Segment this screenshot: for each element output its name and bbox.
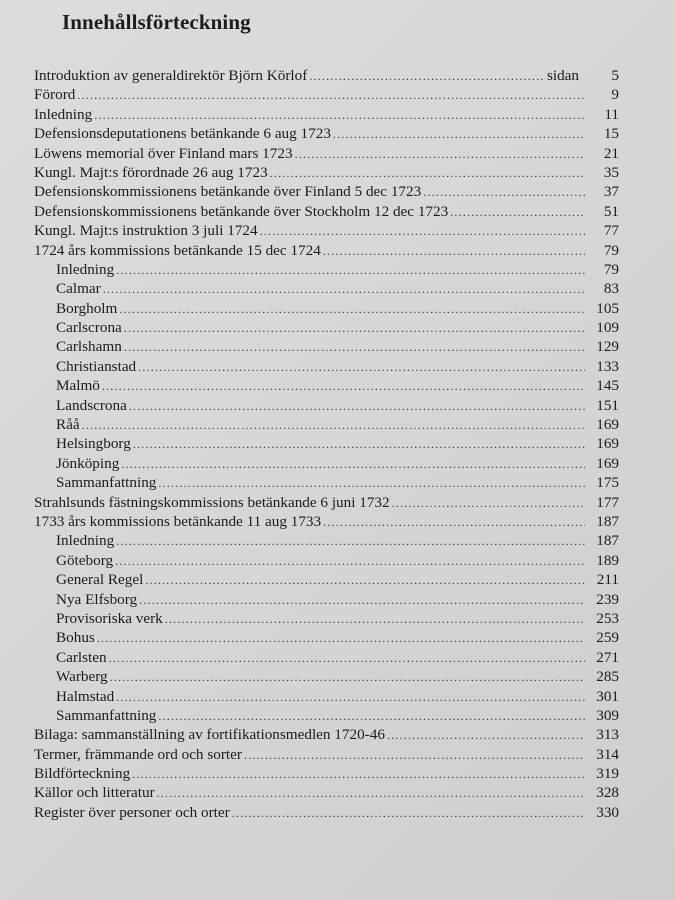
toc-subentry [34, 434, 619, 453]
toc-subentry [34, 706, 619, 725]
toc-entry-title: Borgholm [56, 299, 118, 317]
toc-entry [34, 725, 619, 744]
toc-entry-title: Register över personer och orter [34, 803, 230, 821]
dot-leader [232, 804, 585, 823]
toc-entry [34, 85, 619, 104]
toc-entry-title: Inledning [56, 532, 115, 550]
toc-entry-title: Bilaga: sammanställning av fortifikationsmedlen 1720-46 [34, 726, 385, 744]
toc-entry-title: 1733 års kommissions betänkande 11 aug 1733 [34, 512, 322, 530]
dot-leader [270, 164, 585, 183]
toc-entry [34, 163, 619, 182]
dot-leader [392, 494, 585, 513]
dot-leader [387, 726, 585, 745]
toc-page-number: 11 [604, 105, 619, 123]
toc-entry [34, 144, 619, 163]
dot-leader [77, 86, 585, 105]
dot-leader [133, 435, 585, 454]
toc-entry-title: Bildförteckning [34, 765, 131, 783]
toc-page-number: 169 [596, 454, 619, 472]
toc-entry-title: Defensionskommissionens betänkande över Finland 5 dec 1723 [34, 183, 422, 201]
dot-leader [157, 784, 585, 803]
toc-page-number: 175 [596, 474, 619, 492]
toc-page-number: 21 [603, 144, 619, 162]
dot-leader [97, 629, 585, 648]
page-label: sidan [546, 67, 579, 84]
toc-entry-title: Carlscrona [56, 319, 122, 337]
toc-entry-title: Källor och litteratur [34, 784, 155, 802]
toc-page-number: 271 [596, 648, 619, 666]
toc-entry-title: Carlshamn [56, 338, 122, 356]
toc-subentry [34, 337, 619, 356]
toc-entry-title: Sammanfattning [56, 474, 157, 492]
dot-leader [323, 513, 585, 532]
dot-leader [110, 668, 585, 687]
toc-entry-title: Halmstad [56, 687, 115, 705]
dot-leader [82, 416, 585, 435]
dot-leader [158, 474, 585, 493]
toc-subentry [34, 299, 619, 318]
page-title: Innehållsförteckning [62, 10, 251, 34]
toc-page-number: 77 [603, 222, 619, 240]
toc-subentry [34, 357, 619, 376]
toc-entry-title: Helsingborg [56, 435, 131, 453]
toc-page-number: 169 [596, 416, 619, 434]
toc-page-number: 83 [603, 280, 619, 298]
toc-page-number: 109 [596, 319, 619, 337]
toc-entry [34, 124, 619, 143]
toc-page-number: 79 [603, 260, 619, 278]
toc-page-number: 105 [596, 299, 619, 317]
toc-subentry [34, 318, 619, 337]
toc-page-number: 253 [596, 609, 619, 627]
toc-entry [34, 105, 619, 124]
toc-page-number: 187 [596, 532, 619, 550]
toc-entry-title: Jönköping [56, 454, 120, 472]
dot-leader [295, 145, 585, 164]
toc-page-number: 37 [603, 183, 619, 201]
dot-leader [145, 571, 585, 590]
dot-leader [165, 610, 585, 629]
toc-page-number: 51 [603, 202, 619, 220]
toc-page-number: 313 [596, 726, 619, 744]
toc-subentry [34, 628, 619, 647]
dot-leader [124, 338, 585, 357]
toc-page-number: 129 [596, 338, 619, 356]
toc-page-number: 35 [603, 163, 619, 181]
toc-subentry [34, 551, 619, 570]
toc-entry-title: Warberg [56, 668, 108, 686]
toc-entry [34, 493, 619, 512]
toc-entry-title: Landscrona [56, 396, 127, 414]
toc-subentry [34, 260, 619, 279]
toc-entry-title: Kungl. Majt:s förordnade 26 aug 1723 [34, 163, 268, 181]
dot-leader [102, 377, 585, 396]
toc-subentry [34, 609, 619, 628]
dot-leader [158, 707, 585, 726]
dot-leader [124, 319, 585, 338]
toc-entry [34, 512, 619, 531]
toc-entry [34, 221, 619, 240]
toc-entry [34, 803, 619, 822]
dot-leader [450, 203, 585, 222]
toc-subentry [34, 415, 619, 434]
toc-page-number: 169 [596, 435, 619, 453]
toc-entry-title: Malmö [56, 377, 100, 395]
toc-entry-title: Bohus [56, 629, 95, 647]
table-of-contents [34, 66, 619, 822]
toc-subentry [34, 396, 619, 415]
toc-page-number: 259 [596, 629, 619, 647]
toc-entry-title: Termer, främmande ord och sorter [34, 745, 242, 763]
toc-entry [34, 66, 619, 85]
toc-entry [34, 783, 619, 802]
dot-leader [109, 649, 585, 668]
toc-entry-title: Kungl. Majt:s instruktion 3 juli 1724 [34, 222, 258, 240]
dot-leader [423, 183, 585, 202]
toc-entry [34, 241, 619, 260]
toc-page-number: 177 [596, 493, 619, 511]
toc-entry-title: Provisoriska verk [56, 609, 163, 627]
toc-entry-title: General Regel [56, 571, 144, 589]
toc-subentry [34, 687, 619, 706]
toc-entry-title: Defensionsdeputationens betänkande 6 aug 1723 [34, 125, 331, 143]
dot-leader [323, 242, 585, 261]
toc-page-number: 328 [596, 784, 619, 802]
dot-leader [129, 397, 585, 416]
toc-entry [34, 182, 619, 201]
toc-entry-title: Nya Elfsborg [56, 590, 138, 608]
toc-entry-title: Sammanfattning [56, 706, 157, 724]
toc-page-number: 151 [596, 396, 619, 414]
toc-page-number: 211 [596, 571, 619, 589]
toc-entry-title: Råå [56, 416, 80, 434]
toc-subentry [34, 473, 619, 492]
toc-page-number: 133 [596, 357, 619, 375]
toc-entry-title: Carlsten [56, 648, 107, 666]
toc-entry [34, 764, 619, 783]
toc-page-number: 330 [596, 803, 619, 821]
toc-subentry [34, 454, 619, 473]
toc-entry-title: Löwens memorial över Finland mars 1723 [34, 144, 293, 162]
toc-subentry [34, 667, 619, 686]
toc-entry-title: Defensionskommissionens betänkande över Stockholm 12 dec 1723 [34, 202, 449, 220]
toc-entry [34, 745, 619, 764]
dot-leader [116, 261, 585, 280]
toc-entry-title: Calmar [56, 280, 101, 298]
dot-leader [116, 532, 585, 551]
toc-page-number: 15 [603, 125, 619, 143]
toc-subentry [34, 531, 619, 550]
dot-leader [138, 358, 585, 377]
dot-leader [116, 688, 585, 707]
toc-page-number: 187 [596, 512, 619, 530]
dot-leader [121, 455, 585, 474]
dot-leader [94, 106, 585, 125]
toc-entry-title: Inledning [34, 105, 93, 123]
dot-leader [333, 125, 585, 144]
toc-entry-title: Göteborg [56, 551, 114, 569]
toc-page-number: 145 [596, 377, 619, 395]
toc-entry-title: Förord [34, 86, 76, 104]
dot-leader [103, 280, 585, 299]
toc-page-number: 239 [596, 590, 619, 608]
toc-entry-title: Strahlsunds fästningskommissions betänkande 6 juni 1732 [34, 493, 390, 511]
toc-subentry [34, 590, 619, 609]
dot-leader [260, 222, 585, 241]
toc-page-number: 5 [611, 67, 619, 84]
toc-page-number: 301 [596, 687, 619, 705]
toc-entry [34, 202, 619, 221]
dot-leader [244, 746, 585, 765]
toc-subentry [34, 376, 619, 395]
toc-subentry [34, 279, 619, 298]
toc-page-number: 285 [596, 668, 619, 686]
dot-leader [139, 591, 585, 610]
toc-subentry [34, 648, 619, 667]
toc-page-number: 9 [611, 86, 619, 104]
dot-leader [132, 765, 585, 784]
toc-entry-title: Christianstad [56, 357, 137, 375]
toc-entry-title: Introduktion av generaldirektör Björn Körlof [34, 67, 308, 84]
dot-leader [309, 67, 543, 86]
toc-page-number: 79 [603, 241, 619, 259]
toc-subentry [34, 570, 619, 589]
toc-page-number: 314 [596, 745, 619, 763]
dot-leader [119, 300, 585, 319]
toc-page-number: 309 [596, 706, 619, 724]
toc-entry-title: 1724 års kommissions betänkande 15 dec 1724 [34, 241, 321, 259]
toc-entry-title: Inledning [56, 260, 115, 278]
dot-leader [115, 552, 585, 571]
toc-page-number: 189 [596, 551, 619, 569]
toc-page-number: 319 [596, 765, 619, 783]
